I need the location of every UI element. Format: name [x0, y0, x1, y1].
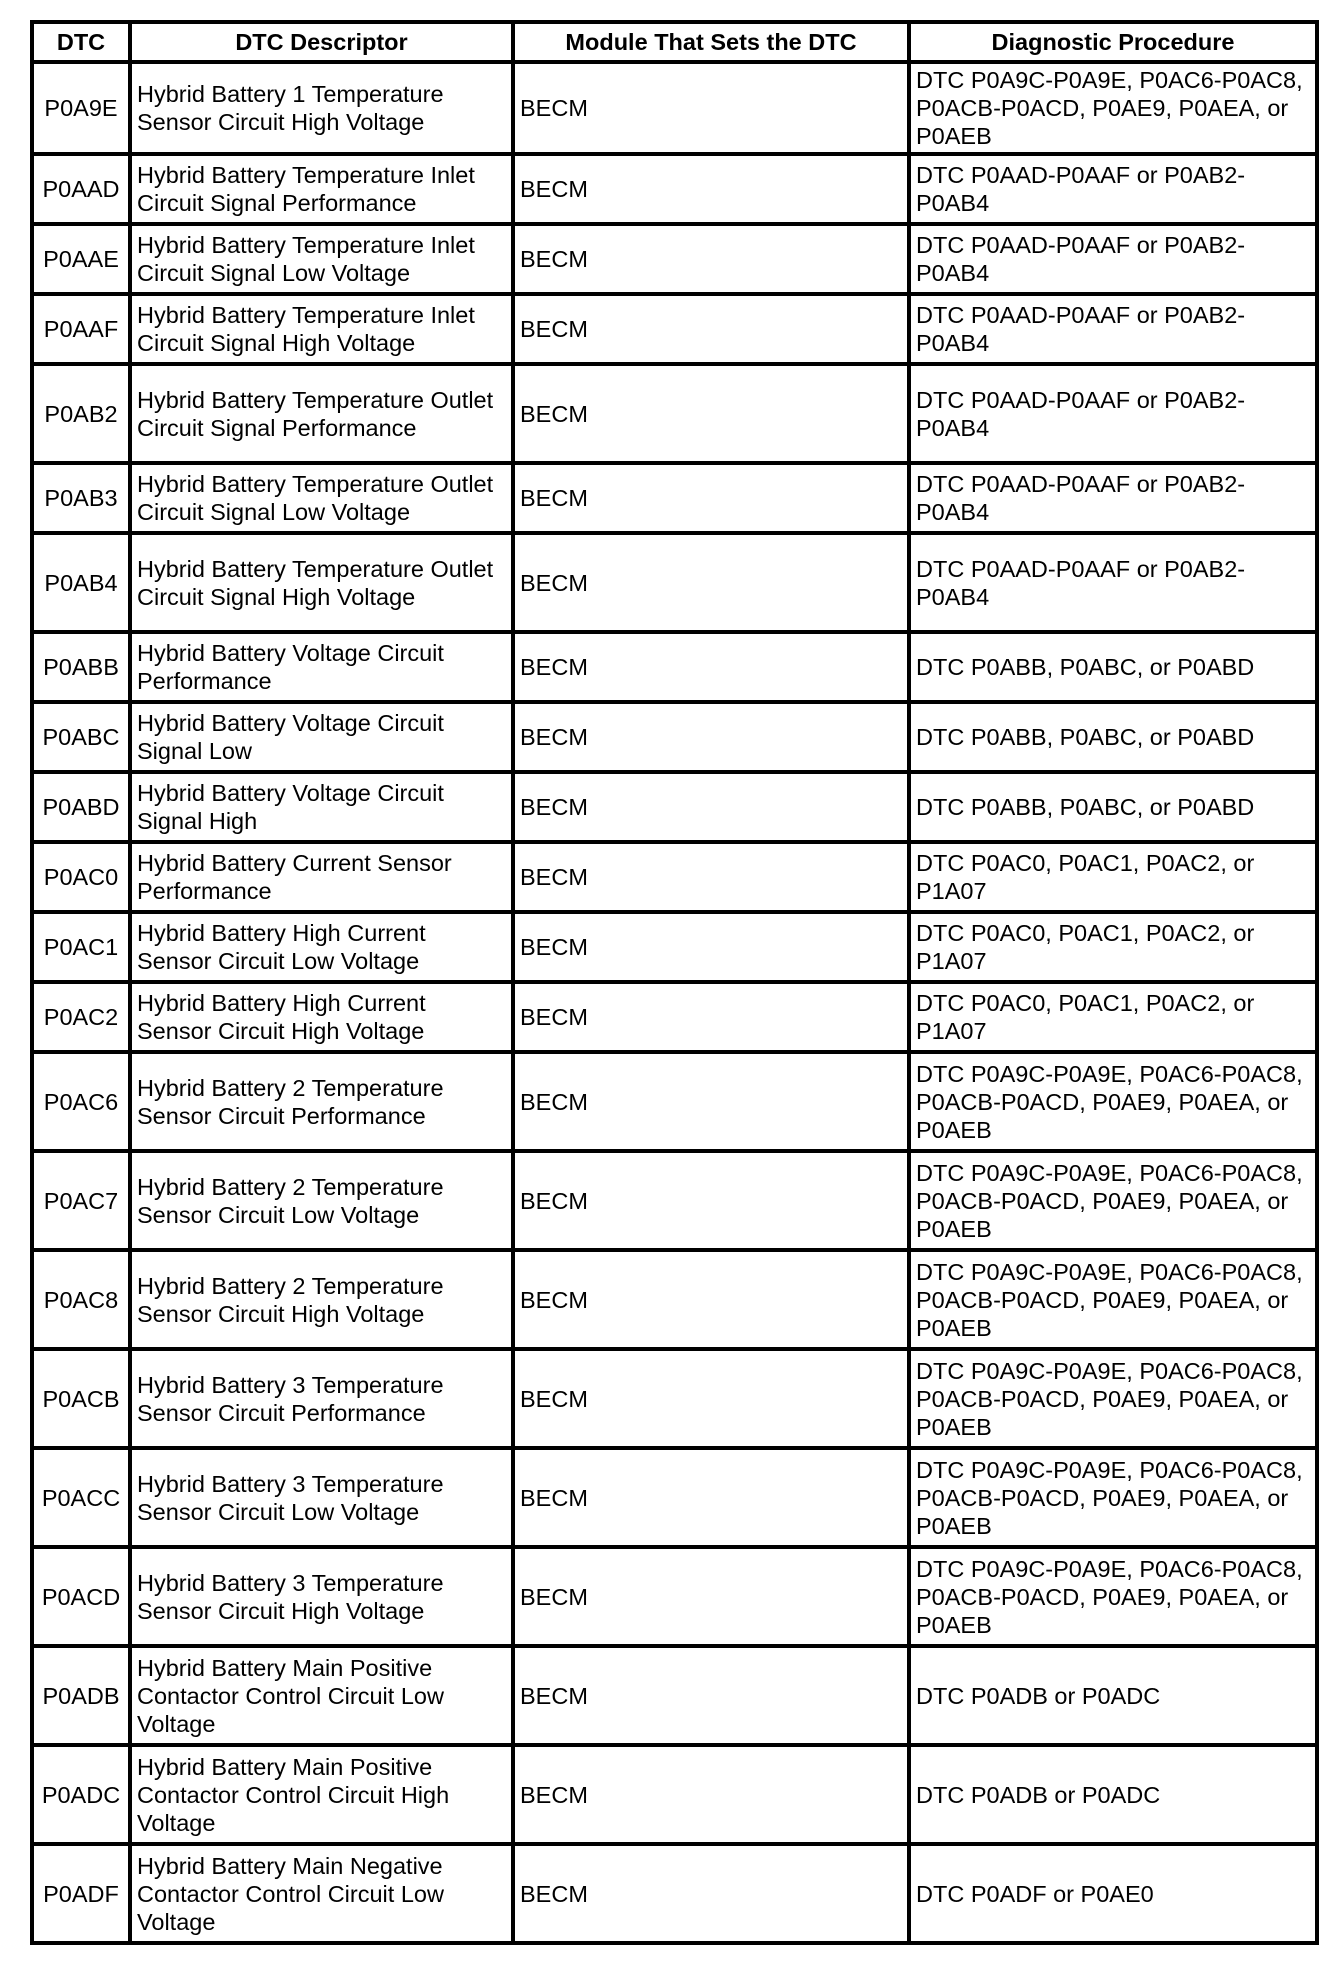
dtc-table-container: [30, 20, 1315, 1945]
module-cell: BECM: [513, 364, 909, 463]
table-row: [32, 364, 1317, 463]
dtc-descriptor-cell: Hybrid Battery Voltage Circuit Signal High: [130, 772, 513, 842]
diagnostic-procedure-cell: DTC P0AAD-P0AAF or P0AB2-P0AB4: [909, 364, 1317, 463]
module-cell: BECM: [513, 463, 909, 533]
dtc-descriptor-cell: Hybrid Battery Temperature Inlet Circuit Signal High Voltage: [130, 294, 513, 364]
table-row: [32, 1250, 1317, 1349]
dtc-code-cell: P0AAE: [32, 224, 130, 294]
diagnostic-procedure-cell: DTC P0ADF or P0AE0: [909, 1844, 1317, 1943]
diagnostic-procedure-cell: DTC P0A9C-P0A9E, P0AC6-P0AC8, P0ACB-P0ACD, P0AE9, P0AEA, or P0AEB: [909, 1448, 1317, 1547]
table-row: [32, 1448, 1317, 1547]
module-cell: BECM: [513, 154, 909, 224]
dtc-code-cell: P0AAD: [32, 154, 130, 224]
table-row: [32, 1052, 1317, 1151]
module-cell: BECM: [513, 632, 909, 702]
table-row: [32, 842, 1317, 912]
diagnostic-procedure-cell: DTC P0AAD-P0AAF or P0AB2-P0AB4: [909, 294, 1317, 364]
dtc-descriptor-cell: Hybrid Battery Temperature Outlet Circuit Signal High Voltage: [130, 533, 513, 632]
dtc-descriptor-cell: Hybrid Battery Main Negative Contactor Control Circuit Low Voltage: [130, 1844, 513, 1943]
table-row: [32, 1151, 1317, 1250]
diagnostic-procedure-cell: DTC P0ABB, P0ABC, or P0ABD: [909, 702, 1317, 772]
dtc-table: [30, 20, 1319, 1945]
diagnostic-procedure-cell: DTC P0A9C-P0A9E, P0AC6-P0AC8, P0ACB-P0ACD, P0AE9, P0AEA, or P0AEB: [909, 1052, 1317, 1151]
diagnostic-procedure-cell: DTC P0A9C-P0A9E, P0AC6-P0AC8, P0ACB-P0ACD, P0AE9, P0AEA, or P0AEB: [909, 62, 1317, 154]
table-row: [32, 912, 1317, 982]
diagnostic-procedure-cell: DTC P0ADB or P0ADC: [909, 1646, 1317, 1745]
module-cell: BECM: [513, 912, 909, 982]
module-cell: BECM: [513, 1547, 909, 1646]
dtc-descriptor-cell: Hybrid Battery 2 Temperature Sensor Circuit Low Voltage: [130, 1151, 513, 1250]
module-cell: BECM: [513, 1349, 909, 1448]
table-row: [32, 463, 1317, 533]
module-cell: BECM: [513, 702, 909, 772]
module-cell: BECM: [513, 772, 909, 842]
dtc-code-cell: P0AAF: [32, 294, 130, 364]
dtc-code-cell: P0A9E: [32, 62, 130, 154]
diagnostic-procedure-cell: DTC P0AAD-P0AAF or P0AB2-P0AB4: [909, 154, 1317, 224]
module-cell: BECM: [513, 1745, 909, 1844]
table-row: [32, 224, 1317, 294]
table-row: [32, 1844, 1317, 1943]
module-cell: BECM: [513, 842, 909, 912]
dtc-code-cell: P0AC2: [32, 982, 130, 1052]
dtc-code-cell: P0ABD: [32, 772, 130, 842]
diagnostic-procedure-cell: DTC P0AC0, P0AC1, P0AC2, or P1A07: [909, 842, 1317, 912]
dtc-code-cell: P0AB4: [32, 533, 130, 632]
diagnostic-procedure-cell: DTC P0ADB or P0ADC: [909, 1745, 1317, 1844]
dtc-code-cell: P0AB3: [32, 463, 130, 533]
module-cell: BECM: [513, 1052, 909, 1151]
diagnostic-procedure-cell: DTC P0AC0, P0AC1, P0AC2, or P1A07: [909, 982, 1317, 1052]
dtc-code-cell: P0AB2: [32, 364, 130, 463]
dtc-code-cell: P0AC1: [32, 912, 130, 982]
dtc-code-cell: P0ADB: [32, 1646, 130, 1745]
dtc-descriptor-cell: Hybrid Battery 3 Temperature Sensor Circuit Performance: [130, 1349, 513, 1448]
table-row: [32, 1547, 1317, 1646]
table-row: [32, 702, 1317, 772]
module-cell: BECM: [513, 1646, 909, 1745]
dtc-descriptor-cell: Hybrid Battery Temperature Inlet Circuit Signal Low Voltage: [130, 224, 513, 294]
module-cell: BECM: [513, 1151, 909, 1250]
dtc-descriptor-cell: Hybrid Battery 3 Temperature Sensor Circuit Low Voltage: [130, 1448, 513, 1547]
dtc-code-cell: P0ACC: [32, 1448, 130, 1547]
dtc-descriptor-cell: Hybrid Battery 2 Temperature Sensor Circuit Performance: [130, 1052, 513, 1151]
dtc-code-cell: P0ABC: [32, 702, 130, 772]
module-cell: BECM: [513, 1844, 909, 1943]
dtc-descriptor-cell: Hybrid Battery High Current Sensor Circuit High Voltage: [130, 982, 513, 1052]
dtc-descriptor-cell: Hybrid Battery High Current Sensor Circuit Low Voltage: [130, 912, 513, 982]
table-row: [32, 772, 1317, 842]
table-row: [32, 632, 1317, 702]
dtc-descriptor-cell: Hybrid Battery Voltage Circuit Performance: [130, 632, 513, 702]
table-row: [32, 62, 1317, 154]
diagnostic-procedure-cell: DTC P0ABB, P0ABC, or P0ABD: [909, 632, 1317, 702]
diagnostic-procedure-cell: DTC P0A9C-P0A9E, P0AC6-P0AC8, P0ACB-P0ACD, P0AE9, P0AEA, or P0AEB: [909, 1151, 1317, 1250]
module-cell: BECM: [513, 224, 909, 294]
dtc-code-cell: P0ACD: [32, 1547, 130, 1646]
table-header-row: [32, 22, 1317, 62]
diagnostic-procedure-cell: DTC P0AC0, P0AC1, P0AC2, or P1A07: [909, 912, 1317, 982]
diagnostic-procedure-cell: DTC P0A9C-P0A9E, P0AC6-P0AC8, P0ACB-P0ACD, P0AE9, P0AEA, or P0AEB: [909, 1349, 1317, 1448]
dtc-descriptor-cell: Hybrid Battery Voltage Circuit Signal Low: [130, 702, 513, 772]
table-row: [32, 294, 1317, 364]
diagnostic-procedure-cell: DTC P0AAD-P0AAF or P0AB2-P0AB4: [909, 463, 1317, 533]
dtc-descriptor-cell: Hybrid Battery 1 Temperature Sensor Circuit High Voltage: [130, 62, 513, 154]
table-row: [32, 982, 1317, 1052]
dtc-descriptor-cell: Hybrid Battery 3 Temperature Sensor Circuit High Voltage: [130, 1547, 513, 1646]
column-header-descriptor: DTC Descriptor: [130, 22, 513, 62]
module-cell: BECM: [513, 294, 909, 364]
table-row: [32, 1349, 1317, 1448]
module-cell: BECM: [513, 62, 909, 154]
column-header-procedure: Diagnostic Procedure: [909, 22, 1317, 62]
module-cell: BECM: [513, 1250, 909, 1349]
module-cell: BECM: [513, 982, 909, 1052]
dtc-descriptor-cell: Hybrid Battery Current Sensor Performance: [130, 842, 513, 912]
diagnostic-procedure-cell: DTC P0A9C-P0A9E, P0AC6-P0AC8, P0ACB-P0ACD, P0AE9, P0AEA, or P0AEB: [909, 1250, 1317, 1349]
dtc-descriptor-cell: Hybrid Battery Main Positive Contactor Control Circuit Low Voltage: [130, 1646, 513, 1745]
dtc-code-cell: P0ACB: [32, 1349, 130, 1448]
column-header-dtc: DTC: [32, 22, 130, 62]
diagnostic-procedure-cell: DTC P0A9C-P0A9E, P0AC6-P0AC8, P0ACB-P0ACD, P0AE9, P0AEA, or P0AEB: [909, 1547, 1317, 1646]
diagnostic-procedure-cell: DTC P0AAD-P0AAF or P0AB2-P0AB4: [909, 533, 1317, 632]
module-cell: BECM: [513, 533, 909, 632]
table-row: [32, 1745, 1317, 1844]
dtc-descriptor-cell: Hybrid Battery Temperature Inlet Circuit Signal Performance: [130, 154, 513, 224]
dtc-code-cell: P0AC8: [32, 1250, 130, 1349]
dtc-descriptor-cell: Hybrid Battery Temperature Outlet Circuit Signal Low Voltage: [130, 463, 513, 533]
dtc-descriptor-cell: Hybrid Battery Temperature Outlet Circuit Signal Performance: [130, 364, 513, 463]
table-row: [32, 1646, 1317, 1745]
table-row: [32, 154, 1317, 224]
diagnostic-procedure-cell: DTC P0ABB, P0ABC, or P0ABD: [909, 772, 1317, 842]
diagnostic-procedure-cell: DTC P0AAD-P0AAF or P0AB2-P0AB4: [909, 224, 1317, 294]
dtc-descriptor-cell: Hybrid Battery 2 Temperature Sensor Circuit High Voltage: [130, 1250, 513, 1349]
dtc-code-cell: P0ADC: [32, 1745, 130, 1844]
dtc-code-cell: P0AC7: [32, 1151, 130, 1250]
dtc-code-cell: P0AC6: [32, 1052, 130, 1151]
dtc-code-cell: P0AC0: [32, 842, 130, 912]
module-cell: BECM: [513, 1448, 909, 1547]
dtc-descriptor-cell: Hybrid Battery Main Positive Contactor Control Circuit High Voltage: [130, 1745, 513, 1844]
dtc-code-cell: P0ABB: [32, 632, 130, 702]
column-header-module: Module That Sets the DTC: [513, 22, 909, 62]
dtc-code-cell: P0ADF: [32, 1844, 130, 1943]
table-row: [32, 533, 1317, 632]
